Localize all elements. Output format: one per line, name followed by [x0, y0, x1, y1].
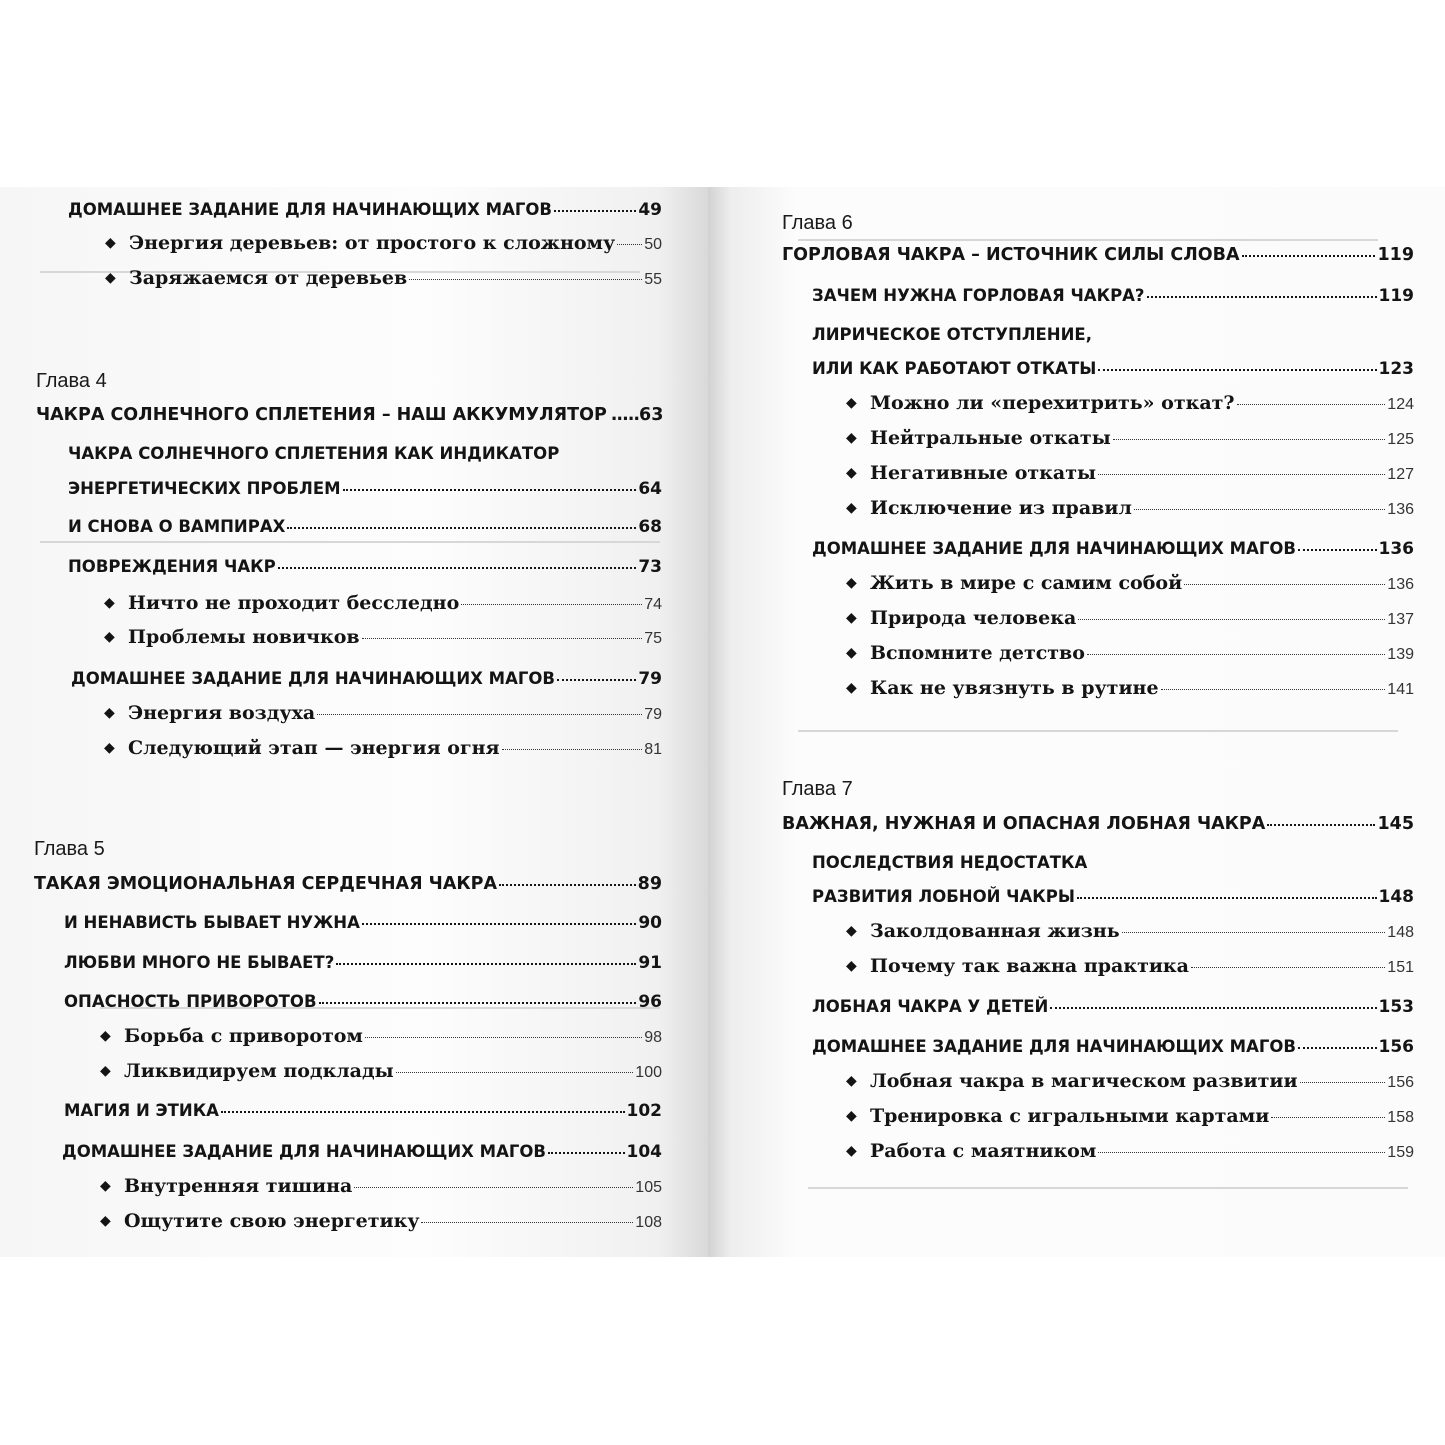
- diamond-bullet-icon: ◆: [104, 595, 115, 611]
- toc-item[interactable]: ◆ Лобная чакра в магическом развитии 156: [846, 1070, 1414, 1092]
- toc-section-line: ПОСЛЕДСТВИЯ НЕДОСТАТКА: [812, 853, 1088, 872]
- toc-item[interactable]: ◆ Вспомните детство 139: [846, 642, 1414, 664]
- toc-item[interactable]: ◆ Негативные откаты 127: [846, 462, 1414, 484]
- toc-item[interactable]: ◆ Проблемы новичков 75: [104, 626, 662, 648]
- diamond-bullet-icon: ◆: [846, 1143, 857, 1159]
- toc-item[interactable]: ◆ Ликвидируем подклады 100: [100, 1060, 662, 1082]
- toc-entry[interactable]: И СНОВА О ВАМПИРАХ 68: [68, 517, 662, 537]
- toc-entry[interactable]: ЭНЕРГЕТИЧЕСКИХ ПРОБЛЕМ 64: [68, 479, 662, 499]
- toc-entry[interactable]: ЛОБНАЯ ЧАКРА У ДЕТЕЙ 153: [812, 997, 1414, 1017]
- diamond-bullet-icon: ◆: [846, 500, 857, 516]
- toc-item[interactable]: ◆ Ничто не проходит бесследно 74: [104, 592, 662, 614]
- right-page: [708, 187, 1445, 1257]
- toc-item[interactable]: ◆ Энергия воздуха 79: [104, 702, 662, 724]
- toc-entry[interactable]: ОПАСНОСТЬ ПРИВОРОТОВ 96: [64, 992, 662, 1012]
- toc-entry[interactable]: РАЗВИТИЯ ЛОБНОЙ ЧАКРЫ 148: [812, 887, 1414, 907]
- book-spread: [0, 187, 1445, 1257]
- toc-item[interactable]: ◆ Как не увязнуть в рутине 141: [846, 677, 1414, 699]
- diamond-bullet-icon: ◆: [100, 1028, 111, 1044]
- diamond-bullet-icon: ◆: [104, 740, 115, 756]
- toc-item[interactable]: ◆ Можно ли «перехитрить» откат? 124: [846, 392, 1414, 414]
- chapter-label: Глава 7: [782, 778, 853, 800]
- toc-item[interactable]: ◆ Жить в мире с самим собой 136: [846, 572, 1414, 594]
- diamond-bullet-icon: ◆: [100, 1178, 111, 1194]
- toc-item[interactable]: ◆ Внутренняя тишина 105: [100, 1175, 662, 1197]
- diamond-bullet-icon: ◆: [100, 1063, 111, 1079]
- diamond-bullet-icon: ◆: [846, 680, 857, 696]
- chapter-label: Глава 4: [36, 370, 107, 392]
- toc-item[interactable]: ◆ Тренировка с игральными картами 158: [846, 1105, 1414, 1127]
- toc-entry-homework[interactable]: ДОМАШНЕЕ ЗАДАНИЕ ДЛЯ НАЧИНАЮЩИХ МАГОВ 156: [812, 1037, 1414, 1057]
- toc-entry-homework[interactable]: ДОМАШНЕЕ ЗАДАНИЕ ДЛЯ НАЧИНАЮЩИХ МАГОВ 79: [71, 669, 662, 689]
- left-page: [0, 187, 708, 1257]
- toc-item[interactable]: ◆ Следующий этап — энергия огня 81: [104, 737, 662, 759]
- diamond-bullet-icon: ◆: [846, 575, 857, 591]
- toc-entry[interactable]: И НЕНАВИСТЬ БЫВАЕТ НУЖНА 90: [64, 913, 662, 933]
- toc-item[interactable]: ◆ Нейтральные откаты 125: [846, 427, 1414, 449]
- toc-item[interactable]: ◆ Исключение из правил 136: [846, 497, 1414, 519]
- toc-item[interactable]: ◆ Заколдованная жизнь 148: [846, 920, 1414, 942]
- toc-entry-homework[interactable]: ДОМАШНЕЕ ЗАДАНИЕ ДЛЯ НАЧИНАЮЩИХ МАГОВ 136: [812, 539, 1414, 559]
- diamond-bullet-icon: ◆: [846, 1073, 857, 1089]
- toc-entry[interactable]: ЗАЧЕМ НУЖНА ГОРЛОВАЯ ЧАКРА? 119: [812, 286, 1414, 306]
- chapter-label: Глава 6: [782, 212, 853, 234]
- toc-entry[interactable]: ЛЮБВИ МНОГО НЕ БЫВАЕТ? 91: [64, 953, 662, 973]
- chapter-title-entry[interactable]: ЧАКРА СОЛНЕЧНОГО СПЛЕТЕНИЯ – НАШ АККУМУЛЯТОР ..... 63: [36, 405, 664, 425]
- toc-item[interactable]: ◆ Энергия деревьев: от простого к сложному 50: [105, 232, 662, 254]
- diamond-bullet-icon: ◆: [846, 430, 857, 446]
- diamond-bullet-icon: ◆: [104, 705, 115, 721]
- diamond-bullet-icon: ◆: [846, 610, 857, 626]
- toc-item[interactable]: ◆ Работа с маятником 159: [846, 1140, 1414, 1162]
- toc-item[interactable]: ◆ Заряжаемся от деревьев 55: [105, 267, 662, 289]
- toc-section-line: ЛИРИЧЕСКОЕ ОТСТУПЛЕНИЕ,: [812, 325, 1092, 344]
- toc-entry[interactable]: ИЛИ КАК РАБОТАЮТ ОТКАТЫ 123: [812, 359, 1414, 379]
- right-toc: [708, 187, 1445, 1257]
- toc-entry-homework[interactable]: ДОМАШНЕЕ ЗАДАНИЕ ДЛЯ НАЧИНАЮЩИХ МАГОВ 49: [68, 200, 662, 220]
- diamond-bullet-icon: ◆: [846, 1108, 857, 1124]
- toc-entry-homework[interactable]: ДОМАШНЕЕ ЗАДАНИЕ ДЛЯ НАЧИНАЮЩИХ МАГОВ 104: [62, 1142, 662, 1162]
- diamond-bullet-icon: ◆: [846, 645, 857, 661]
- chapter-title-entry[interactable]: ГОРЛОВАЯ ЧАКРА – ИСТОЧНИК СИЛЫ СЛОВА 119: [782, 245, 1414, 265]
- diamond-bullet-icon: ◆: [846, 958, 857, 974]
- chapter-label: Глава 5: [34, 838, 105, 860]
- chapter-title-entry[interactable]: ВАЖНАЯ, НУЖНАЯ И ОПАСНАЯ ЛОБНАЯ ЧАКРА 145: [782, 814, 1414, 834]
- left-toc: [0, 187, 708, 1257]
- toc-item[interactable]: ◆ Природа человека 137: [846, 607, 1414, 629]
- toc-entry[interactable]: ПОВРЕЖДЕНИЯ ЧАКР 73: [68, 557, 662, 577]
- diamond-bullet-icon: ◆: [846, 395, 857, 411]
- diamond-bullet-icon: ◆: [105, 270, 116, 286]
- toc-item[interactable]: ◆ Почему так важна практика 151: [846, 955, 1414, 977]
- toc-item[interactable]: ◆ Ощутите свою энергетику 108: [100, 1210, 662, 1232]
- diamond-bullet-icon: ◆: [100, 1213, 111, 1229]
- diamond-bullet-icon: ◆: [105, 235, 116, 251]
- diamond-bullet-icon: ◆: [104, 629, 115, 645]
- chapter-title-entry[interactable]: ТАКАЯ ЭМОЦИОНАЛЬНАЯ СЕРДЕЧНАЯ ЧАКРА 89: [34, 874, 662, 894]
- toc-entry[interactable]: МАГИЯ И ЭТИКА 102: [64, 1101, 662, 1121]
- toc-section-line: ЧАКРА СОЛНЕЧНОГО СПЛЕТЕНИЯ КАК ИНДИКАТОР: [68, 444, 560, 463]
- toc-item[interactable]: ◆ Борьба с приворотом 98: [100, 1025, 662, 1047]
- diamond-bullet-icon: ◆: [846, 465, 857, 481]
- diamond-bullet-icon: ◆: [846, 923, 857, 939]
